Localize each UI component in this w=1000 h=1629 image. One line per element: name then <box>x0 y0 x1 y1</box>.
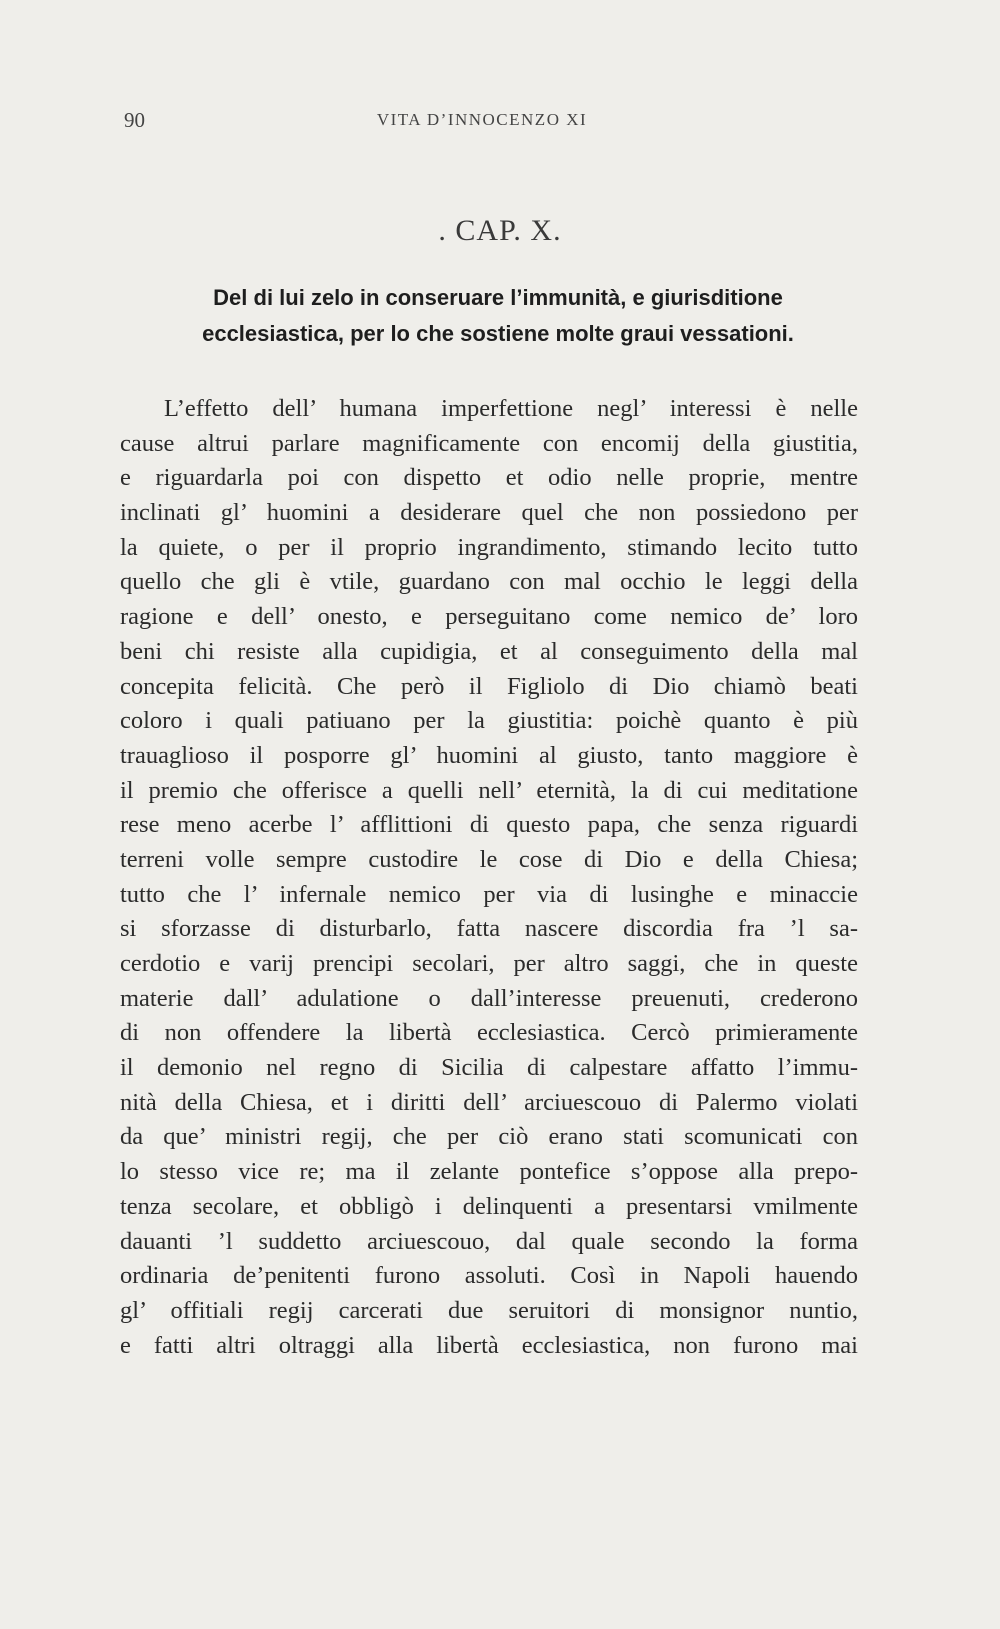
body-line: e fatti altri oltraggi alla libertà ecclesiastica, non furono mai <box>120 1331 858 1359</box>
body-line: nità della Chiesa, et i diritti dell’ arciuescouo di Palermo violati <box>120 1088 858 1116</box>
body-line: lo stesso vice re; ma il zelante pontefice s’oppose alla prepo- <box>120 1158 858 1186</box>
body-line: coloro i quali patiuano per la giustitia: poichè quanto è più <box>120 707 858 735</box>
body-line: il premio che offerisce a quelli nell’ eternità, la di cui meditatione <box>120 776 858 804</box>
body-line: la quiete, o per il proprio ingrandimento, stimando lecito tutto <box>120 533 858 561</box>
running-header <box>124 108 840 138</box>
body-line: da que’ ministri regij, che per ciò erano stati scomunicati con <box>120 1123 858 1151</box>
body-line: inclinati gl’ huomini a desiderare quel che non possiedono per <box>120 499 858 527</box>
body-line: materie dall’ adulatione o dall’interesse preuenuti, crederono <box>120 984 858 1012</box>
body-line: cause altrui parlare magnificamente con encomij della giustitia, <box>120 429 858 457</box>
body-line: ordinaria de’penitenti furono assoluti. Così in Napoli hauendo <box>120 1262 858 1290</box>
body-line: trauaglioso il posporre gl’ huomini al giusto, tanto maggiore è <box>120 741 858 769</box>
subtitle-line: ecclesiastica, per lo che sostiene molte graui vessationi. <box>202 321 794 346</box>
chapter-heading: . CAP. X. <box>438 214 562 247</box>
body-line: tutto che l’ infernale nemico per via di lusinghe e minaccie <box>120 880 858 908</box>
body-line: cerdotio e varij prencipi secolari, per altro saggi, che in queste <box>120 950 858 977</box>
body-line: gl’ offitiali regij carcerati due seruitori di monsignor nuntio, <box>120 1296 858 1324</box>
subtitle-line: Del di lui zelo in conseruare l’immunità, e giurisditione <box>213 285 783 310</box>
body-line: ragione e dell’ onesto, e perseguitano come nemico de’ loro <box>120 603 858 631</box>
body-line: dauanti ’l suddetto arciuescouo, dal quale secondo la forma <box>120 1227 858 1255</box>
body-text <box>120 392 858 1363</box>
body-line: terreni volle sempre custodire le cose di Dio e della Chiesa; <box>120 845 858 873</box>
chapter-subtitle <box>140 280 856 352</box>
body-line: si sforzasse di disturbarlo, fatta nascere discordia fra ’l sa- <box>120 915 858 943</box>
running-title: VITA D’INNOCENZO XI <box>376 110 588 129</box>
body-line: L’effetto dell’ humana imperfettione negl’ interessi è nelle <box>164 395 858 422</box>
body-line: rese meno acerbe l’ afflittioni di questo papa, che senza riguardi <box>120 811 858 839</box>
body-line: beni chi resiste alla cupidigia, et al conseguimento della mal <box>120 637 858 665</box>
body-line: di non offendere la libertà ecclesiastica. Cercò primieramente <box>120 1019 858 1047</box>
body-line: il demonio nel regno di Sicilia di calpestare affatto l’immu- <box>120 1054 858 1082</box>
body-line: quello che gli è vtile, guardano con mal occhio le leggi della <box>120 568 858 596</box>
body-line: concepita felicità. Che però il Figliolo di Dio chiamò beati <box>120 672 858 700</box>
body-line: e riguardarla poi con dispetto et odio nelle proprie, mentre <box>120 464 858 492</box>
body-line: tenza secolare, et obbligò i delinquenti a presentarsi vmilmente <box>120 1192 858 1220</box>
page-number: 90 <box>124 108 145 132</box>
